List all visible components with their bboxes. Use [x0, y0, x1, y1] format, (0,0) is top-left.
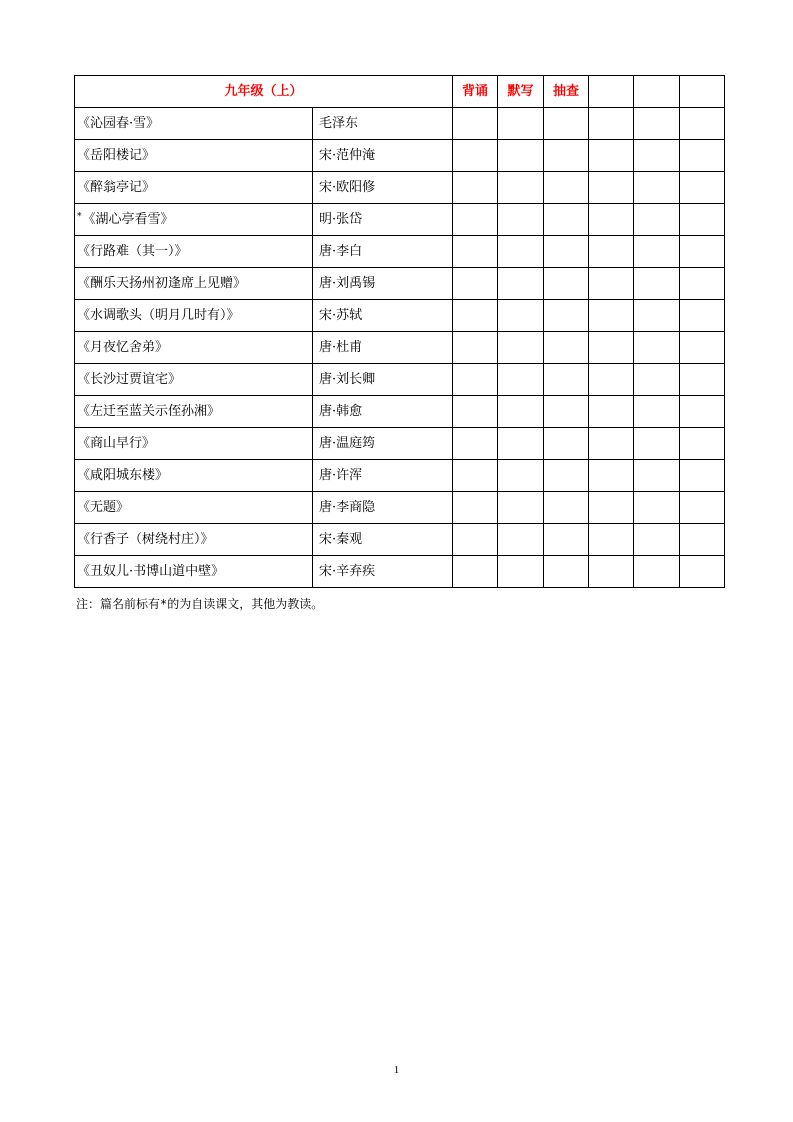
blank-check-cell[interactable] — [589, 524, 634, 556]
blank-check-cell[interactable] — [680, 428, 725, 460]
spot-check-cell[interactable] — [544, 268, 589, 300]
text-title: 《无题》 — [77, 500, 130, 515]
table-row — [75, 140, 725, 172]
recite-check-cell[interactable] — [453, 428, 498, 460]
blank-check-cell[interactable] — [634, 428, 680, 460]
recite-check-cell[interactable] — [453, 460, 498, 492]
text-title-cell — [75, 140, 313, 172]
empty-header-cell — [634, 76, 680, 108]
recite-check-cell[interactable] — [453, 524, 498, 556]
text-title-cell — [75, 428, 313, 460]
recite-check-cell[interactable] — [453, 204, 498, 236]
spot-check-cell[interactable] — [544, 524, 589, 556]
author-cell: 唐·许浑 — [313, 460, 453, 492]
recite-check-cell[interactable] — [453, 364, 498, 396]
dictation-check-cell[interactable] — [498, 268, 544, 300]
empty-header-cell — [589, 76, 634, 108]
table-row — [75, 108, 725, 140]
blank-check-cell[interactable] — [680, 460, 725, 492]
spot-check-header: 抽查 — [544, 76, 589, 108]
empty-header-cell — [680, 76, 725, 108]
spot-check-cell[interactable] — [544, 556, 589, 588]
table-row — [75, 332, 725, 364]
blank-check-cell[interactable] — [634, 268, 680, 300]
dictation-check-cell[interactable] — [498, 428, 544, 460]
blank-check-cell[interactable] — [589, 236, 634, 268]
table-header-row — [75, 76, 725, 108]
recite-check-cell[interactable] — [453, 332, 498, 364]
blank-check-cell[interactable] — [589, 204, 634, 236]
blank-check-cell[interactable] — [634, 236, 680, 268]
spot-check-cell[interactable] — [544, 428, 589, 460]
blank-check-cell[interactable] — [680, 140, 725, 172]
text-title: 《行香子（树绕村庄）》 — [77, 532, 214, 547]
text-title-cell — [75, 460, 313, 492]
text-title: 《丑奴儿·书博山道中壁》 — [77, 564, 225, 579]
author-cell: 明·张岱 — [313, 204, 453, 236]
blank-check-cell[interactable] — [589, 140, 634, 172]
blank-check-cell[interactable] — [589, 492, 634, 524]
dictation-check-cell[interactable] — [498, 396, 544, 428]
author-cell: 宋·欧阳修 — [313, 172, 453, 204]
table-row — [75, 428, 725, 460]
table-row — [75, 396, 725, 428]
blank-check-cell[interactable] — [680, 172, 725, 204]
spot-check-cell[interactable] — [544, 204, 589, 236]
dictation-check-cell[interactable] — [498, 556, 544, 588]
author-cell: 唐·温庭筠 — [313, 428, 453, 460]
text-title-cell — [75, 524, 313, 556]
author-cell: 宋·范仲淹 — [313, 140, 453, 172]
author-cell: 宋·苏轼 — [313, 300, 453, 332]
spot-check-cell[interactable] — [544, 108, 589, 140]
table-row — [75, 268, 725, 300]
table-row — [75, 300, 725, 332]
spot-check-cell[interactable] — [544, 492, 589, 524]
text-title-cell — [75, 268, 313, 300]
text-title-cell — [75, 108, 313, 140]
blank-check-cell[interactable] — [680, 556, 725, 588]
text-title: 《咸阳城东楼》 — [77, 468, 169, 483]
footnote: 注：篇名前标有*的为自读课文，其他为教读。 — [76, 597, 324, 611]
blank-check-cell[interactable] — [589, 364, 634, 396]
blank-check-cell[interactable] — [680, 108, 725, 140]
blank-check-cell[interactable] — [634, 332, 680, 364]
spot-check-cell[interactable] — [544, 140, 589, 172]
author-cell: 宋·辛弃疾 — [313, 556, 453, 588]
text-title-cell — [75, 492, 313, 524]
spot-check-cell[interactable] — [544, 172, 589, 204]
dictation-check-cell[interactable] — [498, 364, 544, 396]
recite-check-cell[interactable] — [453, 300, 498, 332]
dictation-check-cell[interactable] — [498, 492, 544, 524]
recite-check-cell[interactable] — [453, 396, 498, 428]
spot-check-cell[interactable] — [544, 364, 589, 396]
blank-check-cell[interactable] — [680, 364, 725, 396]
blank-check-cell[interactable] — [680, 396, 725, 428]
dictation-check-cell[interactable] — [498, 300, 544, 332]
dictation-check-cell[interactable] — [498, 332, 544, 364]
text-title: 《醉翁亭记》 — [77, 180, 156, 195]
blank-check-cell[interactable] — [680, 332, 725, 364]
dictation-check-cell[interactable] — [498, 108, 544, 140]
spot-check-cell[interactable] — [544, 300, 589, 332]
text-title: 《水调歌头（明月几时有）》 — [77, 308, 240, 323]
blank-check-cell[interactable] — [680, 492, 725, 524]
text-title-cell — [75, 236, 313, 268]
recite-check-cell[interactable] — [453, 268, 498, 300]
blank-check-cell[interactable] — [589, 108, 634, 140]
blank-check-cell[interactable] — [589, 428, 634, 460]
blank-check-cell[interactable] — [680, 268, 725, 300]
text-title-cell — [75, 364, 313, 396]
recite-check-cell[interactable] — [453, 492, 498, 524]
dictation-check-cell[interactable] — [498, 172, 544, 204]
dictation-check-cell[interactable] — [498, 140, 544, 172]
author-cell: 唐·韩愈 — [313, 396, 453, 428]
blank-check-cell[interactable] — [680, 236, 725, 268]
text-title-cell — [75, 204, 313, 236]
blank-check-cell[interactable] — [680, 300, 725, 332]
table-row — [75, 172, 725, 204]
blank-check-cell[interactable] — [634, 300, 680, 332]
blank-check-cell[interactable] — [680, 204, 725, 236]
dictation-check-cell[interactable] — [498, 204, 544, 236]
text-title-cell — [75, 172, 313, 204]
text-title: 《沁园春·雪》 — [77, 116, 160, 131]
text-title: 《月夜忆舍弟》 — [77, 340, 169, 355]
blank-check-cell[interactable] — [589, 396, 634, 428]
blank-check-cell[interactable] — [589, 556, 634, 588]
table-row — [75, 460, 725, 492]
text-title-cell — [75, 332, 313, 364]
table-row — [75, 556, 725, 588]
page-number: 1 — [393, 1064, 400, 1076]
text-title: 《长沙过贾谊宅》 — [77, 372, 182, 387]
text-title-cell — [75, 556, 313, 588]
author-cell: 唐·刘长卿 — [313, 364, 453, 396]
blank-check-cell[interactable] — [589, 300, 634, 332]
dictation-check-cell[interactable] — [498, 236, 544, 268]
self-study-mark: * — [77, 212, 82, 222]
table-row — [75, 492, 725, 524]
blank-check-cell[interactable] — [589, 332, 634, 364]
spot-check-cell[interactable] — [544, 396, 589, 428]
author-cell: 毛泽东 — [313, 108, 453, 140]
text-title: 《酬乐天扬州初逢席上见赠》 — [77, 276, 247, 291]
dictation-header: 默写 — [498, 76, 544, 108]
text-title: 《左迁至蓝关示侄孙湘》 — [77, 404, 221, 419]
blank-check-cell[interactable] — [634, 364, 680, 396]
author-cell: 唐·刘禹锡 — [313, 268, 453, 300]
text-title: 《湖心亭看雪》 — [82, 212, 174, 227]
author-cell: 唐·杜甫 — [313, 332, 453, 364]
recitation-checklist-table — [74, 75, 725, 588]
blank-check-cell[interactable] — [680, 524, 725, 556]
blank-check-cell[interactable] — [634, 524, 680, 556]
spot-check-cell[interactable] — [544, 460, 589, 492]
blank-check-cell[interactable] — [634, 460, 680, 492]
recite-check-cell[interactable] — [453, 236, 498, 268]
text-title-cell — [75, 300, 313, 332]
author-cell: 唐·李商隐 — [313, 492, 453, 524]
table-row — [75, 364, 725, 396]
blank-check-cell[interactable] — [634, 492, 680, 524]
table-row — [75, 204, 725, 236]
text-title: 《行路难（其一）》 — [77, 244, 188, 259]
author-cell: 唐·李白 — [313, 236, 453, 268]
recite-check-cell[interactable] — [453, 556, 498, 588]
blank-check-cell[interactable] — [634, 556, 680, 588]
table-row — [75, 236, 725, 268]
blank-check-cell[interactable] — [589, 460, 634, 492]
table-row — [75, 524, 725, 556]
recite-check-cell[interactable] — [453, 172, 498, 204]
spot-check-cell[interactable] — [544, 236, 589, 268]
dictation-check-cell[interactable] — [498, 460, 544, 492]
blank-check-cell[interactable] — [634, 172, 680, 204]
recite-check-cell[interactable] — [453, 108, 498, 140]
text-title: 《商山早行》 — [77, 436, 156, 451]
text-title: 《岳阳楼记》 — [77, 148, 156, 163]
blank-check-cell[interactable] — [634, 140, 680, 172]
blank-check-cell[interactable] — [634, 396, 680, 428]
blank-check-cell[interactable] — [634, 108, 680, 140]
recite-header: 背诵 — [453, 76, 498, 108]
grade-header: 九年级（上） — [75, 76, 453, 108]
spot-check-cell[interactable] — [544, 332, 589, 364]
blank-check-cell[interactable] — [589, 268, 634, 300]
blank-check-cell[interactable] — [634, 204, 680, 236]
recite-check-cell[interactable] — [453, 140, 498, 172]
blank-check-cell[interactable] — [589, 172, 634, 204]
text-title-cell — [75, 396, 313, 428]
author-cell: 宋·秦观 — [313, 524, 453, 556]
dictation-check-cell[interactable] — [498, 524, 544, 556]
